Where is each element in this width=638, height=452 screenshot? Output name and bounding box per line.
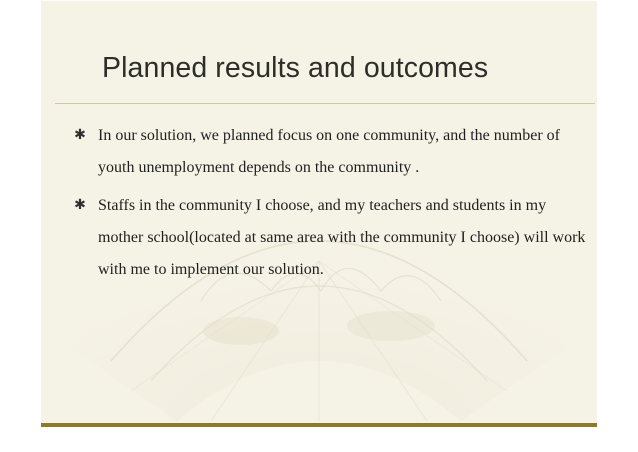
bottom-accent-bar — [41, 423, 597, 427]
bullet-list — [70, 120, 590, 292]
slide-title: Planned results and outcomes — [102, 52, 489, 84]
asterisk-bullet-icon: ✱ — [74, 128, 86, 143]
bullet-item — [70, 120, 590, 184]
title-divider — [55, 103, 595, 104]
asterisk-bullet-icon: ✱ — [74, 198, 86, 213]
bullet-item — [70, 190, 590, 286]
bullet-text: Staffs in the community I choose, and my teachers and students in my mother school(located at same area with the community I choose) will work with me to implement our solution. — [98, 197, 586, 278]
bullet-text: In our solution, we planned focus on one community, and the number of youth unemployment depends on the community . — [98, 127, 560, 176]
